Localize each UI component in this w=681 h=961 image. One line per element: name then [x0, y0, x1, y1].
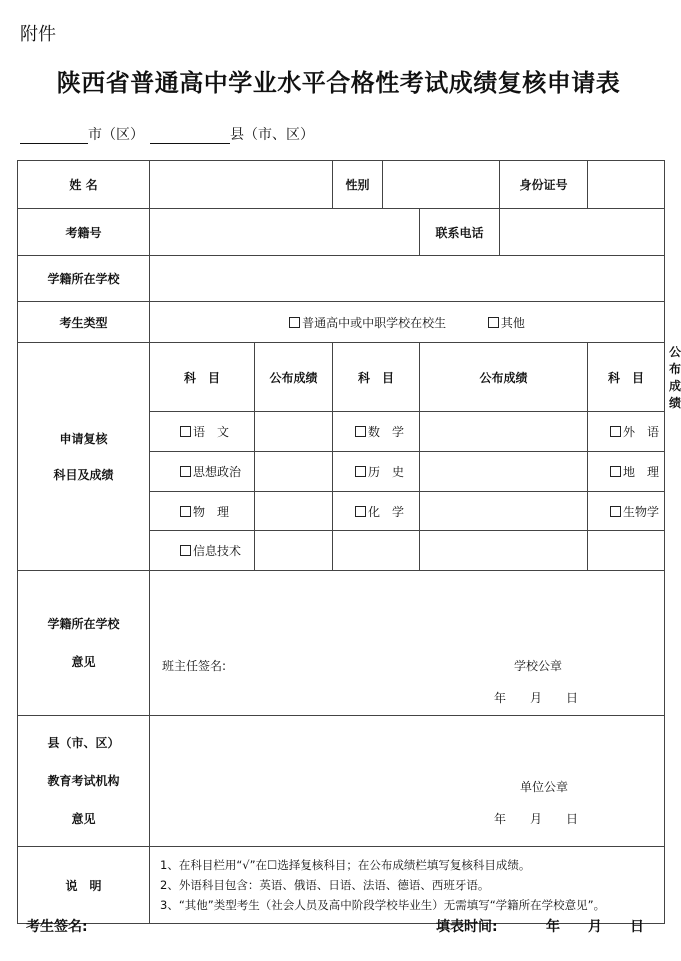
score-field[interactable]: [420, 452, 588, 492]
subject-foreign-language[interactable]: [588, 412, 665, 452]
score-field[interactable]: [255, 492, 333, 531]
subject-label: 物 理: [193, 504, 230, 519]
note-item: 2、外语科目包含：英语、俄语、日语、法语、德语、西班牙语。: [160, 878, 490, 892]
checkbox[interactable]: [610, 426, 621, 437]
subject-header: 科 目: [150, 343, 255, 412]
school-opinion-date: 年 月 日: [494, 691, 579, 705]
subject-politics[interactable]: [150, 452, 255, 492]
gender-field[interactable]: [383, 161, 500, 209]
school-opinion-line2: 意见: [71, 655, 96, 669]
checkbox[interactable]: [355, 426, 366, 437]
score-field[interactable]: [420, 412, 588, 452]
subject-biology[interactable]: [588, 492, 665, 531]
gender-label: 性别: [333, 161, 383, 209]
subject-label: 信息技术: [193, 544, 242, 558]
score-field[interactable]: [255, 531, 333, 571]
county-opinion-field[interactable]: [150, 716, 665, 847]
city-blank[interactable]: [20, 127, 88, 144]
notes-content: [150, 847, 665, 924]
empty-cell: [588, 531, 665, 571]
subject-physics[interactable]: [150, 492, 255, 531]
school-seal-label: 学校公章: [514, 659, 563, 673]
empty-cell: [420, 531, 588, 571]
county-opinion-label: [18, 716, 150, 847]
teacher-signature-label: 班主任签名:: [162, 659, 227, 673]
score-field[interactable]: [255, 452, 333, 492]
exam-number-field[interactable]: [150, 209, 420, 256]
county-label: 县（市、区）: [230, 127, 314, 143]
county-blank[interactable]: [150, 127, 230, 144]
subject-geography[interactable]: [588, 452, 665, 492]
city-label: 市（区）: [88, 127, 144, 143]
school-opinion-field[interactable]: [150, 571, 665, 716]
checkbox[interactable]: [180, 466, 191, 477]
id-number-label: 身份证号: [500, 161, 588, 209]
type-option-other: 其他: [500, 315, 525, 330]
unit-seal-label: 单位公章: [520, 780, 569, 794]
score-header: 公布成绩: [420, 343, 588, 412]
page-title: 陕西省普通高中学业水平合格性考试成绩复核申请表: [56, 68, 621, 97]
exam-number-label: 考籍号: [18, 209, 150, 256]
subject-header: 科 目: [333, 343, 420, 412]
score-header: 公布成绩: [255, 343, 333, 412]
subject-header: 科 目: [588, 343, 665, 412]
subject-label: 思想政治: [193, 465, 242, 479]
id-number-field[interactable]: [588, 161, 665, 209]
subject-label: 生物学: [623, 504, 660, 519]
score-field[interactable]: [255, 412, 333, 452]
county-opinion-line3: 意见: [71, 812, 96, 826]
county-opinion-date: 年 月 日: [494, 812, 579, 826]
apply-label-line1: 申请复核: [59, 431, 108, 446]
phone-field[interactable]: [500, 209, 665, 256]
subject-math[interactable]: [333, 412, 420, 452]
subject-label: 数 学: [368, 425, 405, 439]
subject-label: 语 文: [193, 425, 230, 439]
checkbox[interactable]: [610, 466, 621, 477]
score-field[interactable]: [420, 492, 588, 531]
fill-date: 年 月 日: [546, 919, 644, 935]
fill-time-label: 填表时间:: [436, 919, 498, 935]
subject-label: 化 学: [368, 504, 405, 519]
name-field[interactable]: [150, 161, 333, 209]
note-item: 3、“其他”类型考生（社会人员及高中阶段学校毕业生）无需填写“学籍所在学校意见”。: [160, 898, 606, 912]
checkbox[interactable]: [355, 506, 366, 517]
school-field[interactable]: [150, 256, 665, 302]
attachment-label: 附件: [20, 24, 56, 45]
county-opinion-line2: 教育考试机构: [47, 774, 120, 788]
empty-cell: [333, 531, 420, 571]
student-signature-label: 考生签名:: [26, 919, 88, 935]
checkbox[interactable]: [610, 506, 621, 517]
school-label: 学籍所在学校: [18, 256, 150, 302]
subject-it[interactable]: [150, 531, 255, 571]
checkbox-other[interactable]: [488, 317, 499, 328]
subject-label: 历 史: [368, 465, 405, 479]
subject-label: 外 语: [623, 425, 660, 439]
student-type-label: 考生类型: [18, 302, 150, 343]
school-opinion-label: [18, 571, 150, 716]
subject-history[interactable]: [333, 452, 420, 492]
apply-subjects-label: [18, 343, 150, 571]
subject-chemistry[interactable]: [333, 492, 420, 531]
checkbox[interactable]: [180, 426, 191, 437]
notes-label: 说 明: [18, 847, 150, 924]
checkbox[interactable]: [180, 545, 191, 556]
name-label: 姓 名: [18, 161, 150, 209]
checkbox[interactable]: [355, 466, 366, 477]
checkbox-in-school[interactable]: [289, 317, 300, 328]
subject-label: 地 理: [623, 465, 660, 479]
checkbox[interactable]: [180, 506, 191, 517]
subject-chinese[interactable]: [150, 412, 255, 452]
application-form-table: 姓 名 性别 身份证号 考籍号 联系电话 学籍所在学校 考生类型 普通高中或中职学校在校生 其他 申请复核 科目及成绩 科 目 公布成绩 科 目 公布成绩 科 目 公布成绩 语 文 数 学 外 语 思想政治 历 史 地 理 物 理 化 学 生物学 信息技术 学籍所在学校 意见 班主任签名: 学校公章 年 月 日 县（市、区） 教育考试机构 意见 单位公章 年 月 日 说 明 1、在科目栏用“√”在☐选择复核科目；在公布成绩栏填写复核科目成绩。 2、外语科目包含：英语、俄语、日语、法语、德语、西班牙语。 3、“其他”类型考生（社会人员及高中阶段学校毕业生）无需填写“学籍所在学校意见”。: [17, 160, 665, 924]
type-option-in-school: 普通高中或中职学校在校生: [302, 315, 447, 330]
school-opinion-line1: 学籍所在学校: [47, 617, 120, 631]
county-opinion-line1: 县（市、区）: [47, 736, 120, 750]
note-item: 1、在科目栏用“√”在☐选择复核科目；在公布成绩栏填写复核科目成绩。: [160, 858, 531, 872]
apply-label-line2: 科目及成绩: [53, 467, 114, 482]
region-line: [20, 124, 314, 144]
phone-label: 联系电话: [420, 209, 500, 256]
student-type-options: [150, 302, 665, 343]
